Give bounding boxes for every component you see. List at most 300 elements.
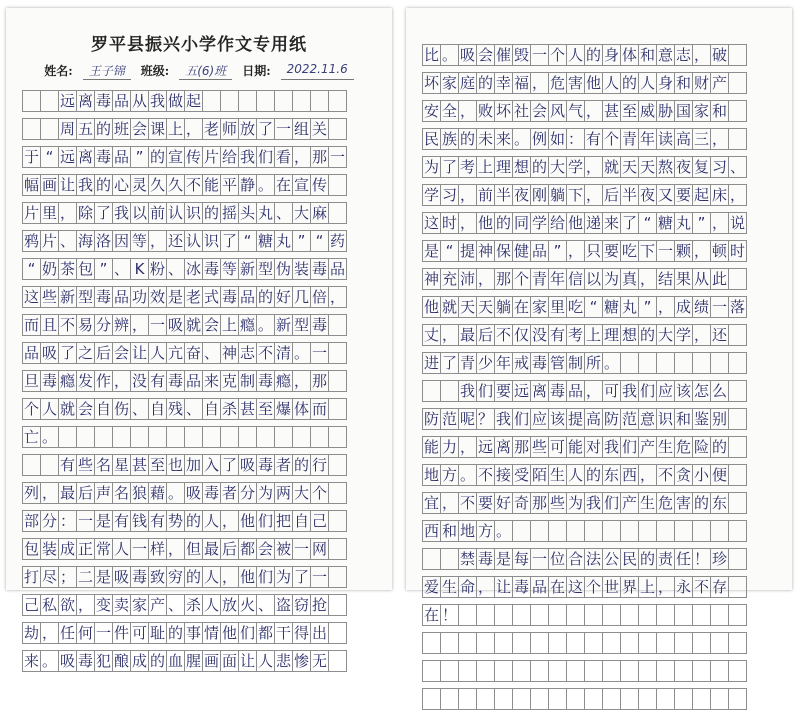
grid-cell: 一 (274, 118, 293, 140)
grid-cell (256, 90, 275, 112)
grid-cell: 分 (40, 510, 59, 532)
grid-cell: 体 (620, 44, 639, 66)
grid-cell: 我 (148, 90, 167, 112)
grid-row (22, 622, 346, 644)
grid-cell: 还 (166, 230, 185, 252)
grid-cell: 可 (548, 436, 567, 458)
grid-cell: 奶 (40, 258, 59, 280)
grid-cell: 课 (148, 118, 167, 140)
grid-cell (728, 660, 747, 682)
grid-cell: 躺 (548, 184, 567, 206)
grid-cell: 会 (130, 118, 149, 140)
grid-cell (728, 128, 747, 150)
grid-cell (458, 632, 477, 654)
grid-cell (476, 688, 495, 710)
page-meta (6, 62, 392, 80)
grid-cell: 丸 (274, 230, 293, 252)
grid-cell: 的 (476, 72, 495, 94)
grid-cell: ， (184, 118, 203, 140)
grid-cell: 片 (40, 230, 59, 252)
grid-cell (530, 604, 549, 626)
grid-cell: 药 (328, 230, 347, 252)
grid-cell: 私 (40, 594, 59, 616)
grid-cell: 又 (656, 184, 675, 206)
grid-cell: ， (566, 240, 585, 262)
grid-cell (238, 90, 257, 112)
grid-cell: ” (638, 296, 657, 318)
grid-cell: 身 (602, 44, 621, 66)
grid-cell: 的 (620, 72, 639, 94)
grid-cell: 们 (238, 622, 257, 644)
grid-cell: 为 (602, 268, 621, 290)
grid-cell: 毒 (220, 286, 239, 308)
grid-cell: 怎 (692, 380, 711, 402)
grid-cell (166, 426, 185, 448)
grid-cell (602, 632, 621, 654)
grid-cell: 看 (274, 146, 293, 168)
grid-cell: 毒 (310, 258, 329, 280)
grid-cell: 会 (256, 538, 275, 560)
grid-cell: 我 (238, 146, 257, 168)
grid-cell: 至 (620, 100, 639, 122)
grid-cell: 但 (184, 538, 203, 560)
grid-cell: ， (112, 370, 131, 392)
grid-cell: 防 (422, 408, 441, 430)
grid-cell: “ (238, 230, 257, 252)
grid-cell: 永 (674, 576, 693, 598)
grid-row (422, 492, 746, 514)
grid-cell: ” (692, 212, 711, 234)
grid-cell: 全 (440, 100, 459, 122)
grid-cell: 他 (422, 296, 441, 318)
grid-cell (710, 352, 729, 374)
grid-cell: 了 (58, 342, 77, 364)
grid-cell: 威 (638, 100, 657, 122)
grid-cell: 悲 (274, 650, 293, 672)
grid-cell: 年 (494, 352, 513, 374)
grid-cell: 者 (274, 454, 293, 476)
grid-cell: 都 (238, 538, 257, 560)
grid-cell: 破 (710, 44, 729, 66)
grid-cell: 刚 (530, 184, 549, 206)
grid-cell: ， (584, 100, 603, 122)
grid-cell (238, 426, 257, 448)
grid-cell: 每 (512, 548, 531, 570)
grid-cell: 人 (112, 538, 131, 560)
grid-cell: 那 (494, 268, 513, 290)
grid-cell: 了 (292, 566, 311, 588)
grid-cell: 信 (566, 268, 585, 290)
grid-cell: 是 (166, 286, 185, 308)
grid-cell: 、 (130, 398, 149, 420)
grid-cell (620, 632, 639, 654)
grid-cell: 海 (76, 230, 95, 252)
grid-cell: 后 (220, 538, 239, 560)
grid-cell: 毒 (476, 548, 495, 570)
grid-cell: 在 (422, 604, 441, 626)
grid-cell (328, 370, 347, 392)
grid-cell: 变 (94, 594, 113, 616)
grid-cell (494, 688, 513, 710)
grid-cell (440, 380, 459, 402)
grid-cell (638, 604, 657, 626)
grid-cell: 学 (422, 184, 441, 206)
grid-cell: 生 (440, 576, 459, 598)
grid-cell: ， (584, 184, 603, 206)
grid-cell: 地 (458, 520, 477, 542)
grid-row (422, 464, 746, 486)
grid-cell: 甚 (130, 454, 149, 476)
grid-cell: 些 (548, 492, 567, 514)
grid-cell: 神 (220, 342, 239, 364)
grid-cell: K (130, 258, 149, 280)
grid-cell: 毒 (166, 370, 185, 392)
grid-cell: 一 (94, 622, 113, 644)
grid-cell: 吸 (40, 342, 59, 364)
grid-row (422, 520, 746, 542)
grid-cell: 的 (184, 510, 203, 532)
grid-cell (328, 650, 347, 672)
grid-cell: ， (40, 622, 59, 644)
grid-cell: 除 (76, 202, 95, 224)
grid-cell: 让 (238, 650, 257, 672)
grid-cell: 残 (166, 398, 185, 420)
grid-cell: 己 (310, 510, 329, 532)
grid-cell (638, 520, 657, 542)
grid-cell: 能 (202, 174, 221, 196)
grid-cell (674, 688, 693, 710)
grid-cell (458, 604, 477, 626)
grid-cell: 坏 (494, 100, 513, 122)
grid-cell: 他 (238, 510, 257, 532)
grid-cell: 亢 (166, 342, 185, 364)
grid-cell: 世 (602, 576, 621, 598)
grid-cell: 有 (58, 454, 77, 476)
grid-cell: 来 (202, 370, 221, 392)
grid-cell: 可 (602, 380, 621, 402)
grid-cell: 组 (292, 118, 311, 140)
grid-cell (692, 632, 711, 654)
grid-cell (328, 314, 347, 336)
grid-cell: 我 (458, 380, 477, 402)
grid-row (422, 184, 746, 206)
grid-cell: 戒 (512, 352, 531, 374)
grid-row (422, 212, 746, 234)
grid-cell (548, 604, 567, 626)
grid-cell: 从 (130, 90, 149, 112)
grid-cell: 西 (422, 520, 441, 542)
grid-cell (728, 492, 747, 514)
grid-cell: 糖 (256, 230, 275, 252)
grid-cell: 远 (58, 146, 77, 168)
grid-cell: 毒 (256, 370, 275, 392)
grid-cell: 对 (584, 436, 603, 458)
grid-cell: 为 (256, 482, 275, 504)
grid-cell: 尽 (40, 566, 59, 588)
grid-cell (202, 426, 221, 448)
grid-cell: 青 (620, 128, 639, 150)
grid-cell: ， (458, 184, 477, 206)
grid-cell: 只 (584, 240, 603, 262)
grid-cell: 而 (310, 398, 329, 420)
writing-grid-right (422, 44, 746, 716)
grid-cell: 丸 (620, 296, 639, 318)
grid-cell: 狼 (130, 482, 149, 504)
grid-cell (76, 426, 95, 448)
grid-cell (602, 520, 621, 542)
grid-cell: 还 (710, 324, 729, 346)
grid-cell: 他 (566, 212, 585, 234)
grid-cell: 个 (512, 268, 531, 290)
grid-cell (328, 594, 347, 616)
grid-cell: 给 (220, 146, 239, 168)
grid-cell: 易 (76, 314, 95, 336)
grid-cell: 幸 (494, 72, 513, 94)
grid-cell (566, 688, 585, 710)
grid-cell: 高 (674, 128, 693, 150)
grid-cell (548, 660, 567, 682)
grid-cell (422, 688, 441, 710)
grid-cell: 品 (530, 576, 549, 598)
grid-row (422, 352, 746, 374)
grid-cell: 灵 (130, 174, 149, 196)
grid-cell: 了 (220, 454, 239, 476)
grid-cell: 至 (256, 398, 275, 420)
grid-cell: 后 (94, 342, 113, 364)
grid-cell: 者 (220, 482, 239, 504)
grid-cell (656, 352, 675, 374)
grid-cell (710, 660, 729, 682)
grid-cell (710, 688, 729, 710)
grid-cell: 品 (184, 370, 203, 392)
grid-cell: 东 (602, 464, 621, 486)
grid-cell: 犯 (94, 650, 113, 672)
grid-cell (220, 426, 239, 448)
grid-cell: 的 (692, 492, 711, 514)
grid-cell: 分 (238, 482, 257, 504)
grid-cell: 人 (566, 464, 585, 486)
grid-cell: 和 (674, 408, 693, 430)
grid-cell: 催 (494, 44, 513, 66)
grid-cell: 新 (274, 314, 293, 336)
grid-cell (440, 632, 459, 654)
grid-cell: 劫 (22, 622, 41, 644)
grid-cell: 让 (58, 174, 77, 196)
grid-cell: 理 (494, 156, 513, 178)
grid-cell (620, 660, 639, 682)
grid-cell: 我 (584, 492, 603, 514)
grid-cell: 等 (220, 258, 239, 280)
grid-cell: 他 (220, 622, 239, 644)
grid-cell: ” (548, 240, 567, 262)
grid-cell: 粉 (148, 258, 167, 280)
grid-cell: 吃 (620, 240, 639, 262)
grid-cell (292, 90, 311, 112)
grid-cell (422, 380, 441, 402)
grid-cell: 习 (710, 156, 729, 178)
grid-cell: 腥 (184, 650, 203, 672)
grid-cell: 、 (112, 258, 131, 280)
grid-cell: 人 (202, 510, 221, 532)
grid-cell (584, 660, 603, 682)
grid-cell (328, 538, 347, 560)
grid-cell (512, 660, 531, 682)
grid-cell: 画 (40, 174, 59, 196)
grid-cell: 我 (76, 174, 95, 196)
grid-cell: 无 (310, 650, 329, 672)
grid-row (422, 44, 746, 66)
grid-cell: 被 (274, 538, 293, 560)
grid-cell (476, 604, 495, 626)
grid-cell: 品 (112, 146, 131, 168)
grid-cell: 毒 (548, 380, 567, 402)
grid-cell: 意 (638, 408, 657, 430)
grid-cell: 是 (94, 566, 113, 588)
grid-row (422, 268, 746, 290)
grid-cell: 理 (602, 324, 621, 346)
grid-cell: 吸 (112, 566, 131, 588)
grid-cell: 别 (710, 408, 729, 430)
grid-cell: 想 (512, 156, 531, 178)
grid-cell: 、 (166, 258, 185, 280)
grid-cell: 提 (566, 408, 585, 430)
grid-cell: 财 (692, 72, 711, 94)
grid-cell: ？ (476, 408, 495, 430)
grid-cell: 毒 (94, 146, 113, 168)
grid-cell: 不 (476, 464, 495, 486)
grid-cell: 离 (494, 436, 513, 458)
grid-cell (656, 632, 675, 654)
grid-cell (202, 90, 221, 112)
grid-cell: 就 (602, 156, 621, 178)
grid-cell: 方 (440, 464, 459, 486)
grid-cell: 些 (40, 286, 59, 308)
grid-cell (328, 622, 347, 644)
grid-cell: 人 (148, 342, 167, 364)
grid-cell (728, 688, 747, 710)
class-label: 班级: (140, 64, 170, 78)
grid-cell: 就 (440, 296, 459, 318)
grid-cell: 志 (674, 44, 693, 66)
grid-cell: 一 (292, 538, 311, 560)
grid-cell: ， (530, 72, 549, 94)
grid-cell: 会 (76, 398, 95, 420)
grid-cell: 的 (202, 202, 221, 224)
grid-row (422, 100, 746, 122)
grid-cell: 一 (130, 538, 149, 560)
grid-cell: 识 (656, 408, 675, 430)
grid-cell: ， (220, 510, 239, 532)
grid-cell: 的 (256, 286, 275, 308)
grid-cell: 同 (512, 212, 531, 234)
grid-cell: 要 (602, 240, 621, 262)
grid-row (422, 156, 746, 178)
grid-cell: 品 (112, 286, 131, 308)
grid-cell: 那 (512, 436, 531, 458)
grid-cell: 毒 (40, 370, 59, 392)
grid-cell: 们 (512, 408, 531, 430)
grid-cell: 常 (94, 538, 113, 560)
grid-cell: 责 (656, 548, 675, 570)
grid-cell: 自 (292, 510, 311, 532)
grid-cell (58, 426, 77, 448)
grid-cell: 东 (710, 492, 729, 514)
grid-cell (638, 688, 657, 710)
grid-cell: 装 (292, 258, 311, 280)
grid-cell: 毒 (94, 90, 113, 112)
grid-cell: 我 (112, 202, 131, 224)
grid-cell: 家 (440, 72, 459, 94)
grid-row (422, 296, 746, 318)
grid-row (22, 286, 346, 308)
grid-cell: 的 (458, 128, 477, 150)
grid-cell: 的 (638, 324, 657, 346)
grid-cell: 最 (458, 324, 477, 346)
grid-cell (674, 660, 693, 682)
grid-cell: 等 (130, 230, 149, 252)
grid-cell (620, 520, 639, 542)
grid-cell (638, 352, 657, 374)
grid-cell: 位 (548, 548, 567, 570)
grid-cell (22, 118, 41, 140)
grid-cell: 来 (602, 212, 621, 234)
grid-row (22, 258, 346, 280)
grid-cell: 、 (58, 230, 77, 252)
grid-cell: 制 (566, 352, 585, 374)
grid-cell (310, 90, 329, 112)
grid-cell: 天 (620, 156, 639, 178)
grid-cell: 成 (674, 296, 693, 318)
grid-cell: 好 (274, 286, 293, 308)
grid-cell: 血 (166, 650, 185, 672)
grid-cell: 。 (256, 314, 275, 336)
grid-cell: ， (638, 464, 657, 486)
grid-cell: 耻 (148, 622, 167, 644)
grid-cell: ， (440, 324, 459, 346)
grid-cell: 行 (310, 454, 329, 476)
grid-cell: 毁 (512, 44, 531, 66)
grid-cell: 民 (620, 548, 639, 570)
grid-cell: 火 (238, 594, 257, 616)
grid-cell: 名 (94, 454, 113, 476)
grid-cell (422, 632, 441, 654)
grid-cell: 所 (584, 352, 603, 374)
grid-cell: 打 (22, 566, 41, 588)
grid-cell: 不 (458, 492, 477, 514)
grid-cell: 不 (656, 464, 675, 486)
grid-cell: 清 (274, 342, 293, 364)
grid-cell (440, 660, 459, 682)
grid-cell (638, 660, 657, 682)
grid-cell: 是 (94, 510, 113, 532)
grid-row (22, 90, 346, 112)
grid-cell (328, 202, 347, 224)
essay-page-left (6, 8, 392, 670)
grid-cell: 也 (166, 454, 185, 476)
grid-cell: 的 (494, 212, 513, 234)
grid-cell: 提 (458, 240, 477, 262)
grid-cell: 列 (22, 482, 41, 504)
grid-cell: ， (476, 268, 495, 290)
grid-cell: 要 (674, 184, 693, 206)
grid-cell: 抢 (310, 594, 329, 616)
grid-cell: 做 (166, 90, 185, 112)
grid-cell: ， (728, 184, 747, 206)
grid-cell: 意 (656, 44, 675, 66)
grid-cell: 倍 (310, 286, 329, 308)
grid-cell: 分 (94, 314, 113, 336)
grid-cell: 的 (94, 118, 113, 140)
